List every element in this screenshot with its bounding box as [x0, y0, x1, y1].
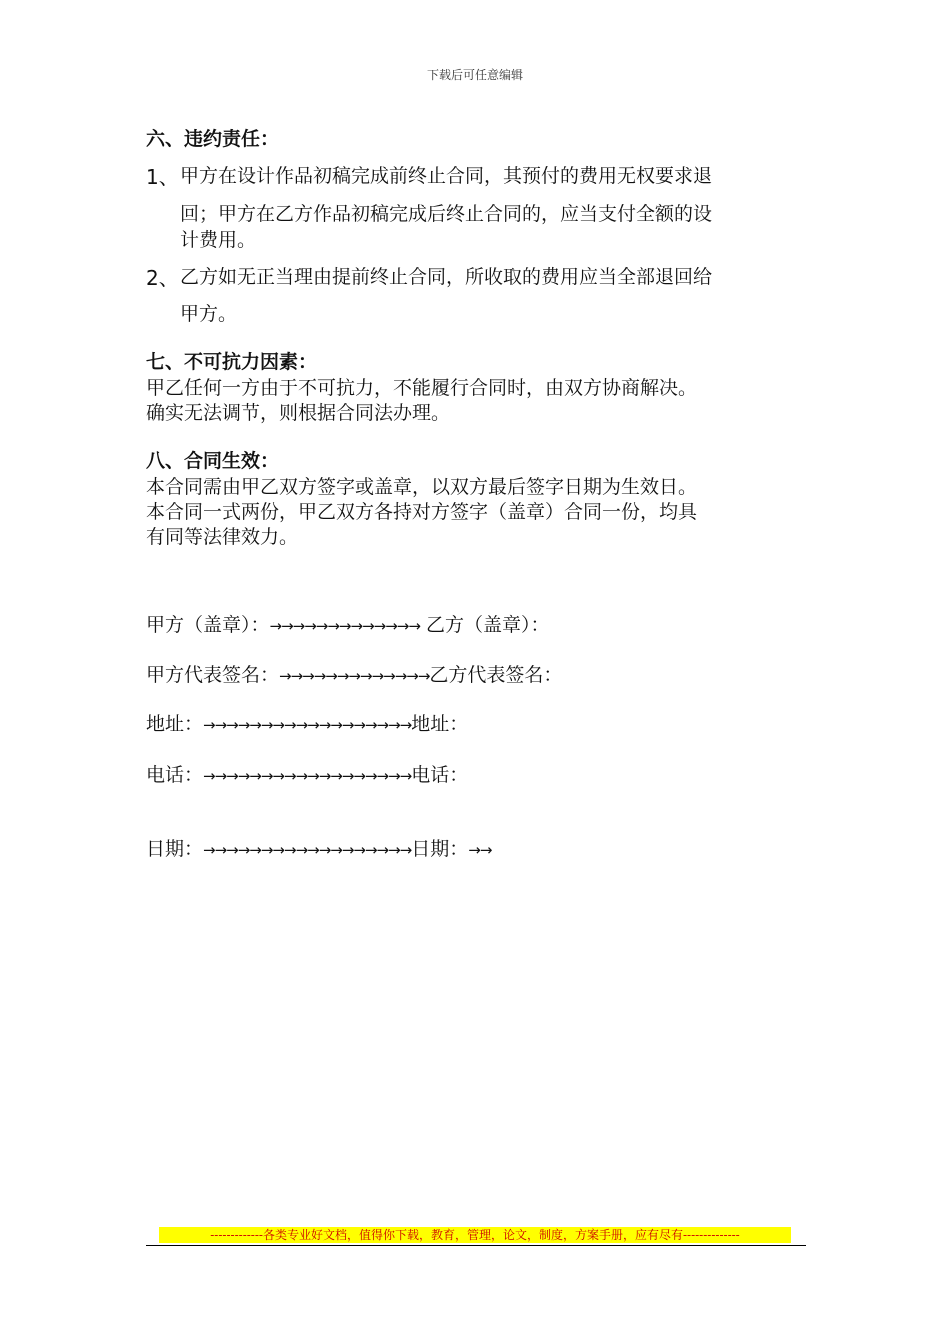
- party-b-phone-label: 电话：: [411, 764, 469, 786]
- party-a-phone-label: 电话：: [146, 764, 204, 786]
- party-a-date-label: 日期：: [146, 838, 204, 860]
- party-a-address-label: 地址：: [146, 713, 204, 735]
- tab-arrows: →→→→→→→→→→→→→→→→→→: [203, 841, 412, 859]
- party-b-address-label: 地址：: [411, 713, 469, 735]
- section-7-line-2: 确实无法调节，则根据合同法办理。: [146, 402, 451, 424]
- footer-rule: [146, 1245, 806, 1246]
- tab-arrows: →→→→→→→→→→→→→: [279, 667, 430, 685]
- item-2-number: 2、: [146, 266, 179, 290]
- section-8-line-3: 有同等法律效力。: [146, 526, 299, 548]
- party-b-rep-label: 乙方代表签名：: [429, 664, 563, 686]
- item-1-number: 1、: [146, 165, 179, 189]
- item-1-line-2: 回；甲方在乙方作品初稿完成后终止合同的，应当支付全额的设: [180, 203, 713, 225]
- section-7-line-1: 甲乙任何一方由于不可抗力，不能履行合同时，由双方协商解决。: [146, 377, 698, 399]
- signature-row-representative: [146, 660, 562, 687]
- party-a-rep-label: 甲方代表签名：: [146, 664, 280, 686]
- item-2-line-2: 甲方。: [180, 303, 238, 325]
- party-a-seal-label: 甲方（盖章）：: [146, 614, 270, 636]
- section-8-title: 八、合同生效：: [146, 450, 280, 472]
- tab-arrows: →→→→→→→→→→→→→→→→→→: [203, 716, 412, 734]
- signature-row-date: [146, 834, 491, 861]
- section-8-line-1: 本合同需由甲乙双方签字或盖章，以双方最后签字日期为生效日。: [146, 476, 698, 498]
- page-header: 下载后可任意编辑: [426, 68, 523, 82]
- tab-arrows: →→→→→→→→→→→→→→→→→→: [203, 767, 412, 785]
- signature-row-address: [146, 709, 468, 736]
- signature-row-phone: [146, 760, 468, 787]
- item-1-line-3: 计费用。: [180, 229, 257, 251]
- party-b-seal-label: 乙方（盖章）：: [419, 614, 550, 636]
- footer-banner: -------------各类专业好文档，值得你下载，教育，管理，论文，制度，方案手册，应有尽有--------------: [159, 1227, 791, 1243]
- section-6-title: 六、违约责任：: [146, 128, 280, 150]
- party-b-date-label: 日期：: [411, 838, 469, 860]
- item-2-line-1: 乙方如无正当理由提前终止合同，所收取的费用应当全部退回给: [180, 266, 713, 288]
- signature-row-seal: [146, 610, 549, 637]
- tab-arrows: →→→→→→→→→→→→→: [269, 617, 420, 635]
- section-8-line-2: 本合同一式两份，甲乙双方各持对方签字（盖章）合同一份，均具: [146, 501, 698, 523]
- section-7-title: 七、不可抗力因素：: [146, 351, 318, 373]
- item-1-line-1: 甲方在设计作品初稿完成前终止合同，其预付的费用无权要求退: [180, 165, 713, 187]
- tab-arrows-tail: →→: [468, 841, 492, 859]
